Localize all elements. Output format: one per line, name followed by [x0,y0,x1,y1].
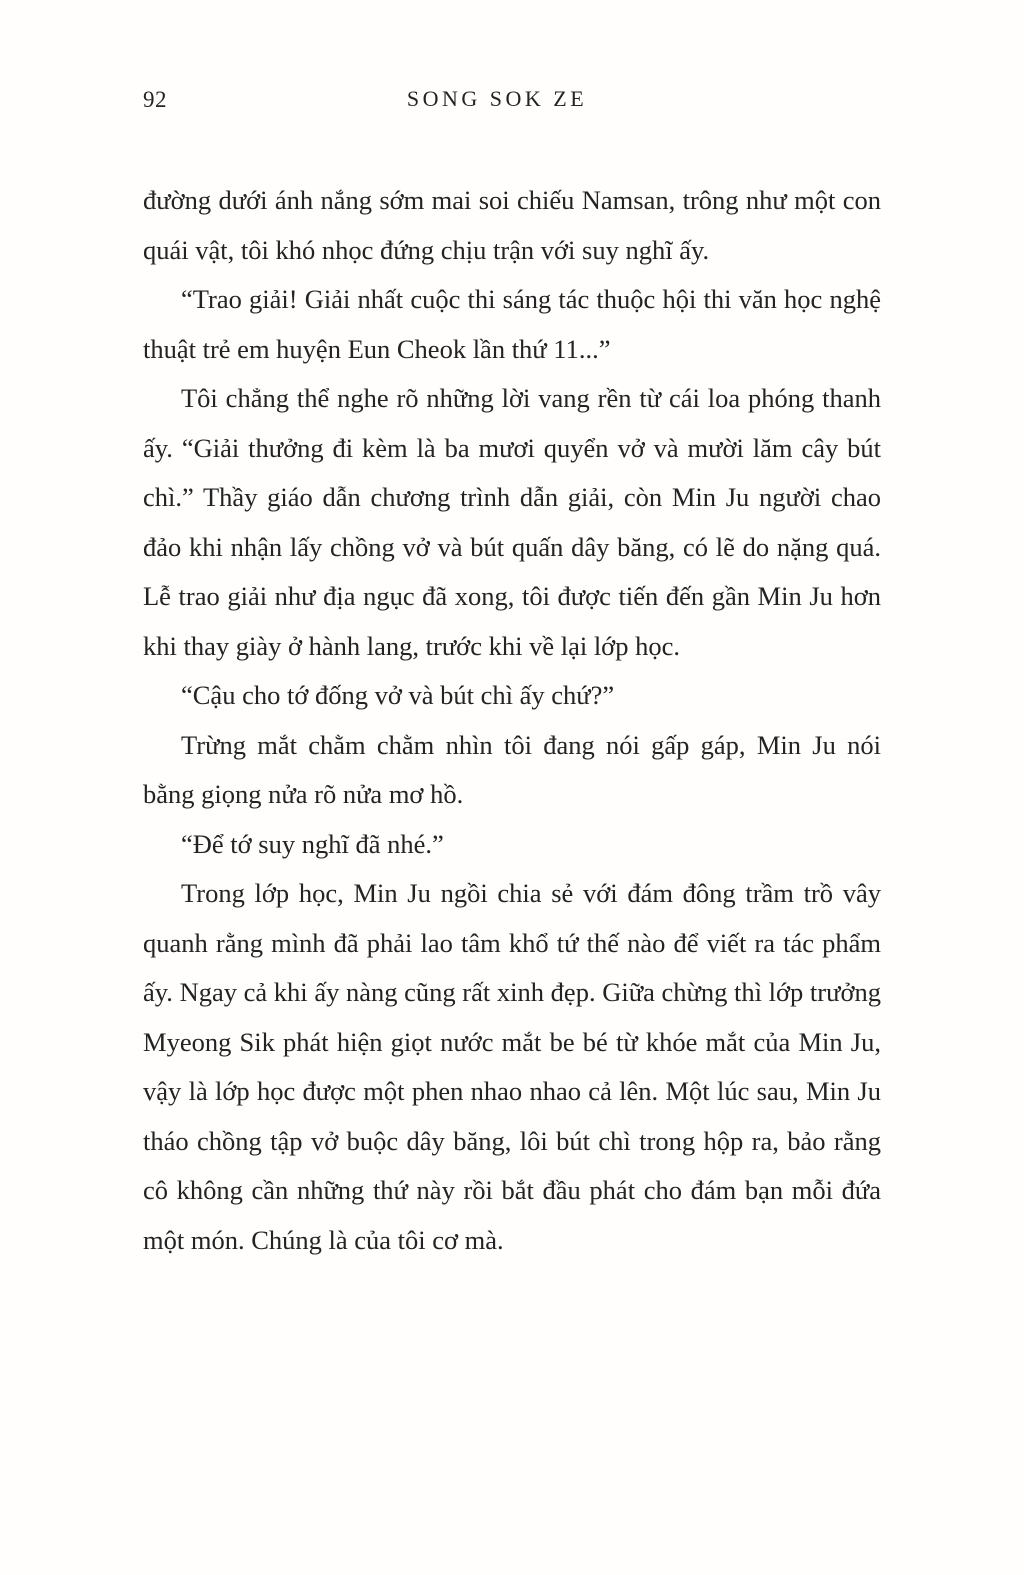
paragraph: “Trao giải! Giải nhất cuộc thi sáng tác thuộc hội thi văn học nghệ thuật trẻ em huyện Eun Cheok lần thứ 11...” [143,284,881,364]
paragraph: Tôi chẳng thể nghe rõ những lời vang rền từ cái loa phóng thanh ấy. “Giải thưởng đi kèm là ba mươi quyển vở và mười lăm cây bút chì.” Thầy giáo dẫn chương trình dẫn giải, còn Min Ju người chao đảo khi nhận lấy chồng vở và bút quấn dây băng, có lẽ do nặng quá. Lễ trao giải như địa ngục đã xong, tôi được tiến đến gần Min Ju hơn khi thay giày ở hành lang, trước khi về lại lớp học. [143,383,881,661]
paragraph: Trừng mắt chằm chằm nhìn tôi đang nói gấp gáp, Min Ju nói bằng giọng nửa rõ nửa mơ hồ. [143,729,881,809]
text-block [143,176,881,1265]
paragraph: Trong lớp học, Min Ju ngồi chia sẻ với đám đông trầm trồ vây quanh rằng mình đã phải lao tâm khổ tứ thế nào để viết ra tác phẩm ấy. Ngay cả khi ấy nàng cũng rất xinh đẹp. Giữa chừng thì lớp trưởng Myeong Sik phát hiện giọt nước mắt be bé từ khóe mắt của Min Ju, vậy là lớp học được một phen nhao nhao cả lên. Một lúc sau, Min Ju tháo chồng tập vở buộc dây băng, lôi bút chì trong hộp ra, bảo rằng cô không cần những thứ này rồi bắt đầu phát cho đám bạn mỗi đứa một món. Chúng là của tôi cơ mà. [143,878,881,1255]
page-header [143,86,881,116]
paragraph: “Để tớ suy nghĩ đã nhé.” [181,828,444,859]
paragraph: “Cậu cho tớ đống vở và bút chì ấy chứ?” [181,680,615,710]
page-number: 92 [143,87,167,112]
running-title: SONG SOK ZE [406,86,588,111]
paragraph: đường dưới ánh nắng sớm mai soi chiếu Namsan, trông như một con quái vật, tôi khó nhọc đứng chịu trận với suy nghĩ ấy. [143,185,881,265]
